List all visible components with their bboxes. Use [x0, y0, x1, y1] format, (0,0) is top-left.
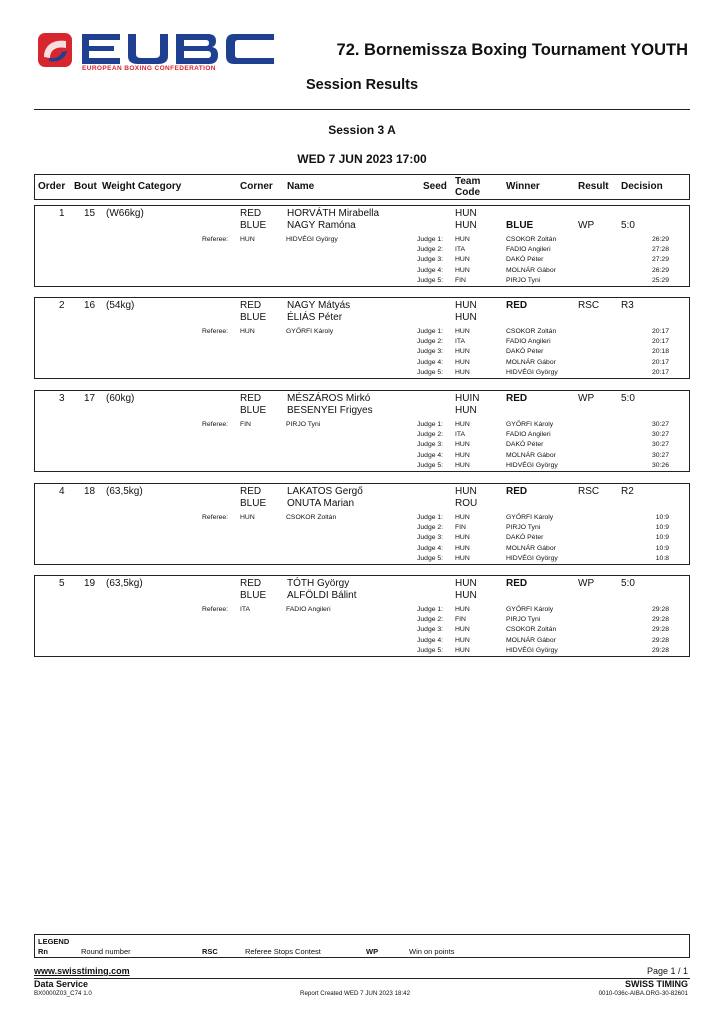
bout-number: 19: [84, 578, 96, 589]
judge-label: Judge 3:: [417, 348, 444, 356]
bout-order: 5: [59, 578, 65, 589]
col-winner: Winner: [506, 181, 540, 192]
blue-boxer-name: ALFÖLDI Bálint: [287, 590, 357, 601]
judge-label: Judge 5:: [417, 276, 444, 284]
logo-subtext: EUROPEAN BOXING CONFEDERATION: [82, 65, 216, 72]
judge-country: ITA: [455, 338, 466, 346]
red-team-code: HUIN: [455, 393, 480, 404]
judge-score: 20:17: [651, 328, 669, 335]
judge-name: MOLNÁR Gábor: [506, 266, 556, 274]
blue-boxer-name: NAGY Ramóna: [287, 220, 356, 231]
red-corner-label: RED: [240, 300, 262, 311]
judge-name: PIRJO Tyni: [506, 276, 541, 284]
bout-number: 16: [84, 300, 96, 311]
judge-score: 26:29: [651, 236, 669, 243]
judge-label: Judge 2:: [417, 616, 444, 624]
judge-name: MOLNÁR Gábor: [506, 358, 556, 366]
weight-category: (63,5kg): [106, 578, 143, 589]
judge-label: Judge 1:: [417, 514, 444, 521]
judge-country: HUN: [455, 358, 470, 366]
judge-name: GYŐRFI Károly: [506, 606, 554, 613]
blue-team-code: HUN: [455, 590, 477, 601]
judge-name: FADIO Angileri: [506, 431, 551, 439]
weight-category: (63,5kg): [106, 486, 143, 497]
judge-country: HUN: [455, 256, 470, 264]
judge-score: 27:29: [651, 256, 669, 264]
blue-boxer-name: ONUTA Marian: [287, 498, 355, 509]
judge-label: Judge 4:: [417, 358, 444, 366]
col-seed: Seed: [423, 181, 447, 192]
judge-country: ITA: [455, 246, 466, 254]
legend-meaning-wp: Win on points: [409, 947, 455, 956]
judge-label: Judge 5:: [417, 461, 444, 469]
judge-country: HUN: [455, 534, 470, 542]
judge-label: Judge 3:: [417, 626, 444, 634]
judge-score: 30:27: [651, 431, 669, 439]
blue-corner-label: BLUE: [240, 405, 267, 416]
footer-swiss-timing: SWISS TIMING: [625, 979, 688, 989]
judge-label: Judge 4:: [417, 636, 444, 644]
referee-label: Referee:: [202, 606, 229, 613]
judge-score: 26:29: [651, 266, 669, 274]
blue-corner-label: BLUE: [240, 590, 267, 601]
bout-number: 17: [84, 393, 96, 404]
blue-corner-label: BLUE: [240, 498, 267, 509]
red-corner-label: RED: [240, 393, 262, 404]
judge-label: Judge 2:: [417, 524, 444, 532]
judge-name: MOLNÁR Gábor: [506, 451, 556, 459]
legend-code-rsc: RSC: [202, 947, 218, 956]
result: RSC: [578, 486, 600, 497]
bout-order: 4: [59, 486, 65, 497]
judge-country: ITA: [455, 431, 466, 439]
judge-score: 10:8: [655, 554, 669, 562]
red-boxer-name: LAKATOS Gergő: [287, 486, 363, 497]
bout-number: 18: [84, 486, 96, 497]
judge-name: CSOKOR Zoltán: [506, 236, 557, 243]
judge-name: PIRJO Tyni: [506, 616, 541, 624]
referee-name: GYŐRFI Károly: [286, 328, 334, 335]
judge-score: 29:28: [651, 626, 669, 634]
decision: R2: [621, 486, 634, 497]
judge-country: HUN: [455, 646, 470, 654]
tournament-title: 72. Bornemissza Boxing Tournament YOUTH: [336, 41, 688, 59]
winner: RED: [506, 393, 528, 404]
result: WP: [578, 393, 595, 404]
bout-block: [34, 297, 690, 379]
judge-country: HUN: [455, 626, 470, 634]
judge-score: 29:28: [651, 616, 669, 624]
judge-name: FADIO Angileri: [506, 338, 551, 346]
judge-score: 29:28: [651, 646, 669, 654]
result: WP: [578, 578, 595, 589]
bout-order: 1: [59, 208, 65, 219]
judge-country: HUN: [455, 236, 470, 243]
col-decision: Decision: [621, 181, 663, 192]
red-boxer-name: HORVÁTH Mirabella: [287, 208, 380, 219]
judge-country: HUN: [455, 441, 470, 449]
judge-country: FIN: [455, 616, 466, 624]
judge-label: Judge 2:: [417, 246, 444, 254]
judge-label: Judge 1:: [417, 606, 444, 613]
referee-label: Referee:: [202, 328, 229, 335]
judge-name: HIDVÉGI György: [506, 461, 558, 469]
red-boxer-name: TÓTH György: [287, 578, 350, 589]
blue-team-code: HUN: [455, 220, 477, 231]
eubc-logo: [36, 31, 280, 75]
judge-label: Judge 2:: [417, 338, 444, 346]
header-rule: [34, 109, 690, 110]
red-corner-label: RED: [240, 208, 262, 219]
judge-country: HUN: [455, 421, 470, 428]
blue-corner-label: BLUE: [240, 312, 267, 323]
decision: 5:0: [621, 393, 635, 404]
judge-name: HIDVÉGI György: [506, 646, 558, 654]
judge-country: HUN: [455, 451, 470, 459]
referee-country: HUN: [240, 236, 255, 243]
judge-name: HIDVÉGI György: [506, 368, 558, 376]
judge-country: HUN: [455, 368, 470, 376]
result: WP: [578, 220, 595, 231]
judge-name: MOLNÁR Gábor: [506, 636, 556, 644]
judge-score: 10:9: [655, 534, 669, 542]
judge-score: 25:29: [651, 276, 669, 284]
judge-score: 30:26: [651, 461, 669, 469]
decision: R3: [621, 300, 634, 311]
legend-meaning-rn: Round number: [81, 947, 131, 956]
judge-label: Judge 4:: [417, 451, 444, 459]
judge-name: DAKÓ Péter: [506, 534, 544, 542]
footer-report-created: Report Created WED 7 JUN 2023 18:42: [300, 990, 411, 997]
judge-name: HIDVÉGI György: [506, 554, 558, 562]
judge-label: Judge 5:: [417, 554, 444, 562]
red-corner-label: RED: [240, 578, 262, 589]
bout-block: [34, 390, 690, 472]
judge-label: Judge 1:: [417, 328, 444, 335]
judge-label: Judge 2:: [417, 431, 444, 439]
judge-country: FIN: [455, 524, 466, 532]
judge-score: 27:28: [651, 246, 669, 254]
judge-score: 20:17: [651, 368, 669, 376]
judge-name: DAKÓ Péter: [506, 256, 544, 264]
footer-rule: [34, 978, 690, 979]
referee-country: FIN: [240, 421, 251, 428]
decision: 5:0: [621, 578, 635, 589]
footer-page: Page 1 / 1: [646, 966, 688, 976]
column-header-row: [34, 174, 690, 200]
col-corner: Corner: [240, 181, 273, 192]
footer-ref-code: 0010-036c-AIBA.ORG-30-82601: [598, 990, 688, 997]
red-boxer-name: NAGY Mátyás: [287, 300, 351, 311]
blue-team-code: HUN: [455, 312, 477, 323]
red-team-code: HUN: [455, 486, 477, 497]
judge-name: GYŐRFI Károly: [506, 514, 554, 521]
referee-label: Referee:: [202, 514, 229, 521]
bout-block: [34, 575, 690, 657]
referee-label: Referee:: [202, 421, 229, 428]
red-team-code: HUN: [455, 208, 477, 219]
document-title: Session Results: [306, 77, 419, 93]
judge-country: HUN: [455, 514, 470, 521]
judge-country: HUN: [455, 554, 470, 562]
footer-doc-code: BX0000Z03_C74 1.0: [34, 990, 92, 997]
referee-country: HUN: [240, 328, 255, 335]
judge-label: Judge 3:: [417, 441, 444, 449]
judge-name: PIRJO Tyni: [506, 524, 541, 532]
judge-name: MOLNÁR Gábor: [506, 544, 556, 552]
session-date: WED 7 JUN 2023 17:00: [297, 152, 427, 166]
judge-name: CSOKOR Zoltán: [506, 626, 557, 634]
judge-name: DAKÓ Péter: [506, 348, 544, 356]
judge-name: FADIO Angileri: [506, 246, 551, 254]
decision: 5:0: [621, 220, 635, 231]
blue-team-code: ROU: [455, 498, 478, 509]
judge-score: 30:27: [651, 421, 669, 428]
session-name: Session 3 A: [328, 123, 396, 137]
judge-label: Judge 4:: [417, 266, 444, 274]
legend-title: LEGEND: [38, 937, 70, 946]
legend-meaning-rsc: Referee Stops Contest: [245, 947, 321, 956]
col-order: Order: [38, 181, 66, 192]
referee-country: ITA: [240, 606, 251, 613]
col-team-line1: Team: [455, 176, 481, 187]
judge-score: 20:17: [651, 358, 669, 366]
judge-country: HUN: [455, 328, 470, 335]
col-result: Result: [578, 181, 609, 192]
judge-score: 30:27: [651, 451, 669, 459]
red-boxer-name: MÉSZÁROS Mirkó: [287, 393, 371, 404]
red-team-code: HUN: [455, 300, 477, 311]
col-bout: Bout: [74, 181, 97, 192]
red-team-code: HUN: [455, 578, 477, 589]
referee-name: FADIO Angileri: [286, 606, 331, 613]
blue-boxer-name: ÉLIÁS Péter: [287, 312, 343, 323]
judge-score: 10:9: [655, 524, 669, 532]
legend-box: [34, 934, 690, 958]
bout-block: [34, 205, 690, 287]
judge-country: HUN: [455, 636, 470, 644]
judge-score: 10:9: [655, 544, 669, 552]
legend-code-rn: Rn: [38, 947, 48, 956]
referee-name: HIDVÉGI György: [286, 236, 338, 243]
judge-name: CSOKOR Zoltán: [506, 328, 557, 335]
judge-country: FIN: [455, 276, 466, 284]
judge-score: 20:18: [651, 348, 669, 356]
blue-corner-label: BLUE: [240, 220, 267, 231]
judge-score: 10:9: [655, 514, 669, 521]
col-name: Name: [287, 181, 315, 192]
referee-name: PIRJO Tyni: [286, 421, 321, 428]
judge-label: Judge 5:: [417, 368, 444, 376]
judge-label: Judge 5:: [417, 646, 444, 654]
blue-boxer-name: BESENYEI Frigyes: [287, 405, 373, 416]
judge-country: HUN: [455, 266, 470, 274]
judge-label: Judge 1:: [417, 236, 444, 243]
referee-name: CSOKOR Zoltán: [286, 514, 337, 521]
bout-order: 2: [59, 300, 65, 311]
judge-name: GYŐRFI Károly: [506, 421, 554, 428]
judge-score: 29:28: [651, 636, 669, 644]
judge-score: 30:27: [651, 441, 669, 449]
referee-label: Referee:: [202, 236, 229, 243]
blue-team-code: HUN: [455, 405, 477, 416]
winner: RED: [506, 486, 528, 497]
bout-order: 3: [59, 393, 65, 404]
winner: RED: [506, 300, 528, 311]
col-team-line2: Code: [455, 187, 480, 198]
judge-score: 29:28: [651, 606, 669, 613]
weight-category: (54kg): [106, 300, 135, 311]
result: RSC: [578, 300, 600, 311]
judge-name: DAKÓ Péter: [506, 441, 544, 449]
bout-block: [34, 483, 690, 565]
red-corner-label: RED: [240, 486, 262, 497]
judge-label: Judge 3:: [417, 534, 444, 542]
footer-website[interactable]: www.swisstiming.com: [34, 966, 130, 976]
winner: RED: [506, 578, 528, 589]
judge-score: 20:17: [651, 338, 669, 346]
bout-number: 15: [84, 208, 96, 219]
winner: BLUE: [506, 220, 534, 231]
weight-category: (60kg): [106, 393, 135, 404]
legend-code-wp: WP: [366, 947, 379, 956]
judge-label: Judge 4:: [417, 544, 444, 552]
judge-country: HUN: [455, 461, 470, 469]
footer-data-service: Data Service: [34, 979, 89, 989]
judge-country: HUN: [455, 348, 470, 356]
judge-country: HUN: [455, 606, 470, 613]
referee-country: HUN: [240, 514, 255, 521]
weight-category: (W66kg): [106, 208, 144, 219]
judge-label: Judge 3:: [417, 256, 444, 264]
col-weight-category: Weight Category: [102, 181, 182, 192]
judge-label: Judge 1:: [417, 421, 444, 428]
judge-country: HUN: [455, 544, 470, 552]
